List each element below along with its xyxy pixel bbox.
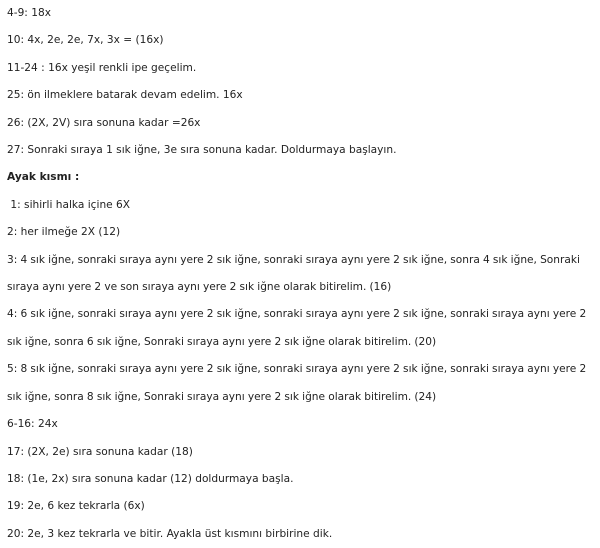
feet-row-19: 19: 2e, 6 kez tekrarla (6x): [7, 500, 145, 513]
pattern-row-25: 25: ön ilmeklere batarak devam edelim. 16x: [7, 89, 243, 102]
pattern-document: [7, 0, 595, 548]
pattern-row-4-9: 4-9: 18x: [7, 7, 51, 19]
feet-row-1: 1: sihirli halka içine 6X: [7, 198, 131, 211]
feet-row-18: 18: (1e, 2x) sıra sonuna kadar (12) doldurmaya başla.: [7, 472, 294, 485]
feet-row-6-16: 6-16: 24x: [7, 418, 58, 431]
feet-row-4: 4: 6 sık iğne, sonraki sıraya aynı yere 2 sık iğne, sonraki sıraya aynı yere 2 sık iğne, sonraki sıraya aynı yere 2 sık iğne, sonra 6 sık iğne, Sonraki sıraya aynı yere 2 sık iğne olarak bitirelim. (20): [7, 308, 587, 348]
feet-row-2: 2: her ilmeğe 2X (12): [7, 226, 121, 239]
pattern-row-10: 10: 4x, 2e, 2e, 7x, 3x = (16x): [7, 34, 164, 47]
pattern-row-27: 27: Sonraki sıraya 1 sık iğne, 3e sıra sonuna kadar. Doldurmaya başlayın.: [7, 144, 397, 157]
pattern-row-26: 26: (2X, 2V) sıra sonuna kadar =26x: [7, 116, 201, 129]
pattern-row-11-24: 11-24 : 16x yeşil renkli ipe geçelim.: [7, 61, 197, 74]
feet-row-3: 3: 4 sık iğne, sonraki sıraya aynı yere 2 sık iğne, sonraki sıraya aynı yere 2 sık iğne, sonra 4 sık iğne, Sonraki sıraya aynı yere 2 ve son sıraya aynı yere 2 sık iğne olarak bitirelim. (16): [7, 253, 580, 294]
feet-row-20: 20: 2e, 3 kez tekrarla ve bitir. Ayakla üst kısmını birbirine dik.: [7, 527, 333, 540]
feet-row-5: 5: 8 sık iğne, sonraki sıraya aynı yere 2 sık iğne, sonraki sıraya aynı yere 2 sık iğne, sonraki sıraya aynı yere 2 sık iğne, sonra 8 sık iğne, Sonraki sıraya aynı yere 2 sık iğne olarak bitirelim. (24): [7, 363, 587, 403]
feet-row-17: 17: (2X, 2e) sıra sonuna kadar (18): [7, 445, 193, 458]
section-heading-feet: Ayak kısmı :: [7, 171, 80, 184]
